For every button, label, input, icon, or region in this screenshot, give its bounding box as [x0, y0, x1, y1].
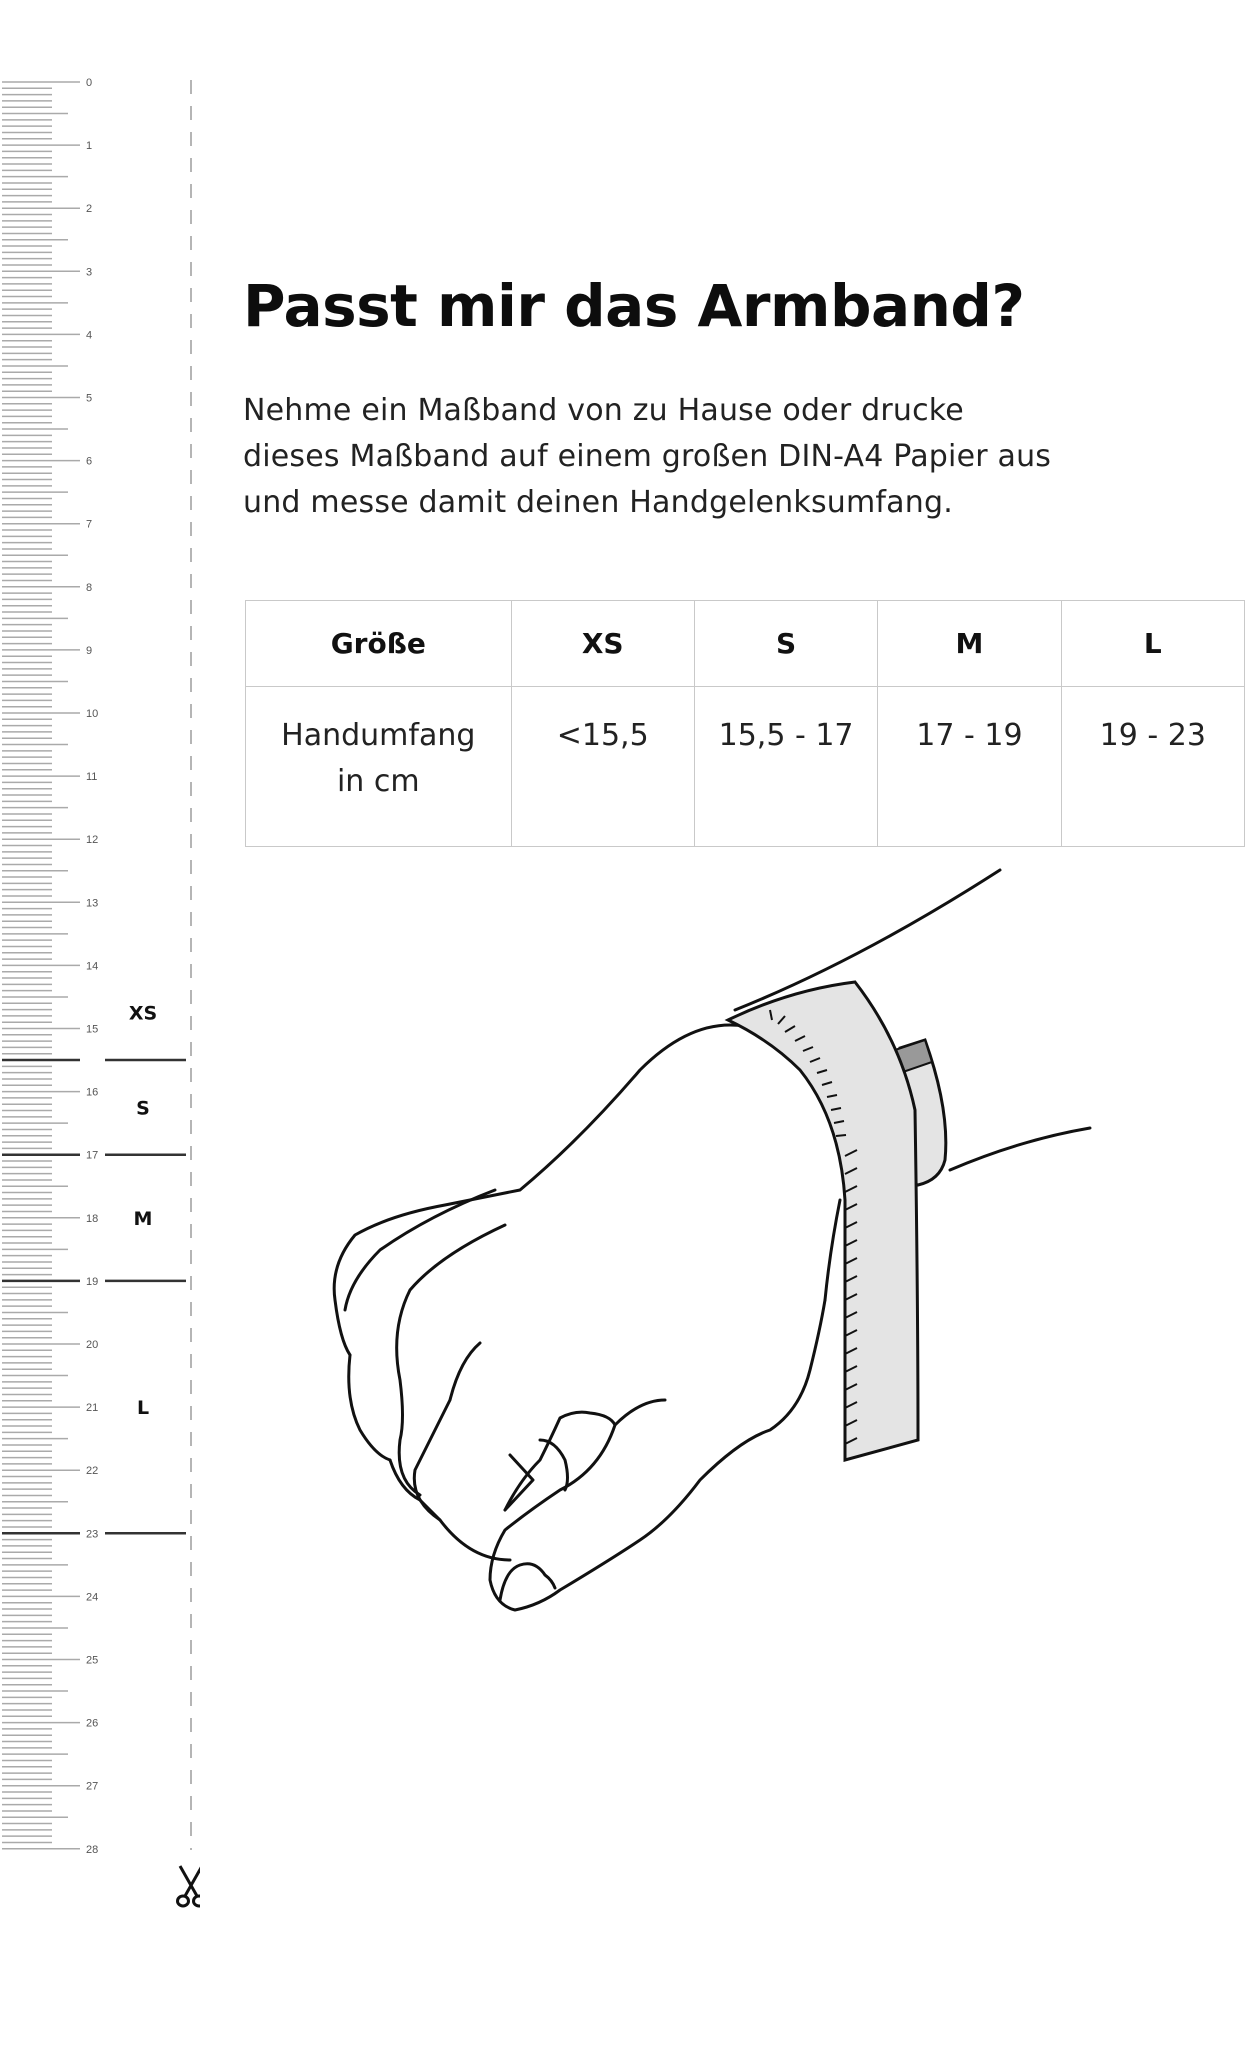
size-band-label: L	[136, 1397, 150, 1420]
forearm-bottom-line	[950, 1128, 1090, 1170]
header-size: Größe	[246, 601, 512, 687]
ruler-tick-label: 28	[86, 1843, 99, 1856]
value-m: 17 - 19	[878, 687, 1061, 847]
thumb-crease	[615, 1400, 665, 1425]
ruler-tick-label: 11	[86, 771, 98, 784]
ruler-tick-label: 10	[86, 708, 99, 720]
finger-line	[345, 1190, 495, 1310]
thumb-nail	[500, 1564, 555, 1600]
ruler-tick-label: 22	[86, 1465, 99, 1478]
ruler-tick-label: 18	[86, 1212, 99, 1225]
ruler-tick-label: 16	[86, 1086, 99, 1099]
ruler-tick-label: 8	[86, 581, 93, 594]
ruler-tick-label: 9	[86, 644, 93, 657]
ruler-tick-label: 12	[86, 834, 99, 847]
forearm-top-line	[735, 870, 1000, 1010]
ruler-tick-label: 23	[86, 1528, 99, 1541]
wrist-measurement-illustration	[320, 850, 1120, 1630]
header-m: M	[878, 601, 1061, 687]
row-label-line: in cm	[336, 764, 420, 799]
ruler-tick-label: 20	[86, 1339, 99, 1351]
ruler-tick-label: 1	[86, 140, 93, 153]
ruler-tick-labels	[86, 77, 98, 1856]
ruler-tick-label: 6	[86, 455, 93, 468]
finger-tip	[540, 1440, 568, 1490]
ruler-tick-label: 14	[86, 960, 99, 973]
hand-outline	[334, 1025, 760, 1355]
ruler-tick-label: 25	[86, 1654, 99, 1667]
value-xs: <15,5	[511, 687, 694, 847]
finger-line	[397, 1225, 505, 1495]
row-label	[246, 687, 512, 847]
header-s: S	[694, 601, 877, 687]
ruler-tick-label: 21	[86, 1402, 99, 1415]
size-table	[245, 600, 1245, 847]
intro-line: und messe damit deinen Handgelenksumfang.	[243, 485, 953, 520]
ruler-tick-label: 13	[86, 897, 99, 910]
size-band-label: S	[136, 1097, 150, 1120]
intro-line: Nehme ein Maßband von zu Hause oder drucke	[243, 393, 964, 428]
intro-text	[243, 388, 1143, 526]
ruler-tick-label: 24	[86, 1591, 99, 1604]
ruler-tick-label: 2	[86, 203, 93, 216]
finger-line	[349, 1355, 390, 1460]
ruler-tick-label: 0	[86, 77, 93, 89]
size-band-label: M	[133, 1207, 153, 1230]
ruler-tick-label: 27	[86, 1780, 99, 1793]
size-table-header-row	[246, 601, 1245, 687]
ruler-ticks	[2, 82, 80, 1849]
printable-ruler	[0, 0, 200, 2048]
ruler-tick-label: 3	[86, 266, 93, 279]
tape-band	[728, 982, 918, 1460]
scissors-icon	[178, 1866, 201, 1906]
value-s: 15,5 - 17	[694, 687, 877, 847]
table-row	[246, 687, 1245, 847]
page-title: Passt mir das Armband?	[243, 272, 1025, 340]
value-l: 19 - 23	[1061, 687, 1244, 847]
ruler-tick-label: 26	[86, 1717, 99, 1730]
wrist-side-line	[825, 1200, 840, 1300]
row-label-line: Handumfang	[281, 718, 476, 753]
size-band-label: XS	[128, 1002, 158, 1025]
intro-line: dieses Maßband auf einem großen DIN-A4 Papier aus	[243, 439, 1052, 474]
ruler-tick-label: 19	[86, 1275, 99, 1288]
ruler-tick-label: 15	[86, 1023, 99, 1036]
finger-line	[414, 1343, 510, 1560]
ruler-tick-label: 4	[86, 329, 93, 342]
ruler-tick-label: 5	[86, 392, 93, 405]
ruler-tick-label: 7	[86, 518, 93, 531]
ruler-tick-label: 17	[86, 1149, 99, 1162]
header-xs: XS	[511, 601, 694, 687]
header-l: L	[1061, 601, 1244, 687]
thumb-outline	[490, 1300, 825, 1610]
